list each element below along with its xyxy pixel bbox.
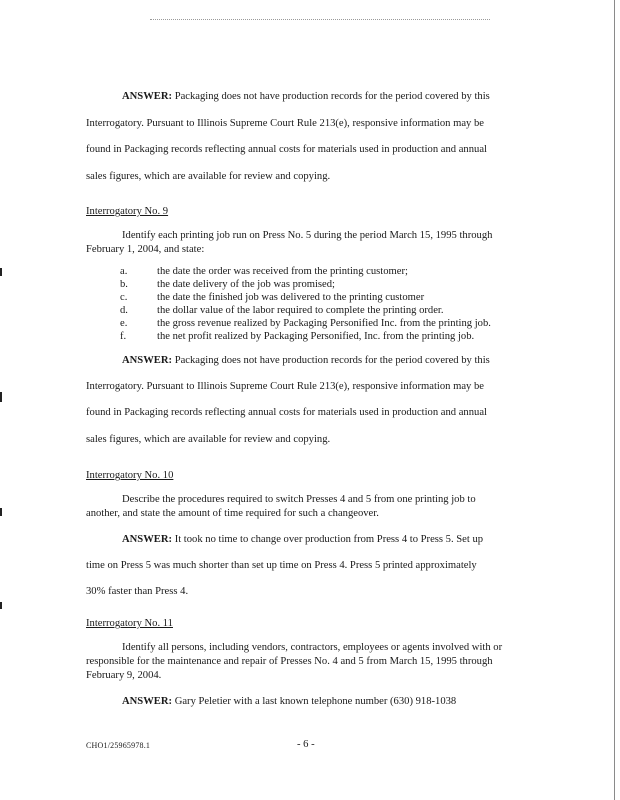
question-line: February 1, 2004, and state: <box>86 244 205 255</box>
list-item-letter: a. <box>120 266 128 277</box>
list-item-text: the date delivery of the job was promised; <box>157 279 335 290</box>
answer-label: ANSWER: <box>122 696 173 707</box>
question-line: February 9, 2004. <box>86 670 162 681</box>
answer-label: ANSWER: <box>122 355 173 366</box>
list-item-letter: f. <box>120 331 127 342</box>
interrogatory-11-heading: Interrogatory No. 11 <box>86 618 173 629</box>
question-line: responsible for the maintenance and repair of Presses No. 4 and 5 from March 15, 1995 through <box>86 656 493 667</box>
scan-mark <box>0 508 2 516</box>
answer-label: ANSWER: <box>122 91 173 102</box>
list-item-letter: b. <box>120 279 128 290</box>
footer-document-id: CHO1/25965978.1 <box>86 741 151 750</box>
list-item-letter: e. <box>120 318 128 329</box>
answer-paragraph-line: 30% faster than Press 4. <box>86 586 189 597</box>
interrogatory-10-heading: Interrogatory No. 10 <box>86 470 174 481</box>
answer-label: ANSWER: <box>122 534 173 545</box>
answer-paragraph-line: ANSWER: Packaging does not have production records for the period covered by this <box>122 91 490 102</box>
answer-paragraph-line: ANSWER: It took no time to change over production from Press 4 to Press 5. Set up <box>122 534 484 545</box>
interrogatory-9-heading: Interrogatory No. 9 <box>86 206 169 217</box>
list-item-text: the net profit realized by Packaging Personified, Inc. from the printing job. <box>157 331 475 342</box>
list-item-text: the gross revenue realized by Packaging Personified Inc. from the printing job. <box>157 318 491 329</box>
scan-artifact-top <box>150 19 490 20</box>
answer-paragraph-line: ANSWER: Packaging does not have production records for the period covered by this <box>122 355 490 366</box>
scan-mark <box>0 392 2 402</box>
question-line: Identify all persons, including vendors, contractors, employees or agents involved with or <box>122 642 503 653</box>
answer-paragraph-line: ANSWER: Gary Peletier with a last known telephone number (630) 918-1038 <box>122 696 457 707</box>
list-item-text: the date the order was received from the printing customer; <box>157 266 408 277</box>
answer-paragraph-line: time on Press 5 was much shorter than set up time on Press 4. Press 5 printed approximately <box>86 560 477 571</box>
answer-paragraph-line: sales figures, which are available for review and copying. <box>86 434 331 445</box>
list-item-letter: d. <box>120 305 128 316</box>
list-item-letter: c. <box>120 292 128 303</box>
answer-paragraph-line: sales figures, which are available for review and copying. <box>86 171 331 182</box>
list-item-text: the date the finished job was delivered to the printing customer <box>157 292 425 303</box>
scan-edge-right <box>614 0 615 800</box>
answer-paragraph-line: Interrogatory. Pursuant to Illinois Supreme Court Rule 213(e), responsive information may be <box>86 381 484 392</box>
scan-mark <box>0 268 2 276</box>
scan-mark <box>0 602 2 609</box>
answer-paragraph-line: found in Packaging records reflecting annual costs for materials used in production and annual <box>86 407 487 418</box>
question-line: Identify each printing job run on Press No. 5 during the period March 15, 1995 through <box>122 230 493 241</box>
question-line: Describe the procedures required to switch Presses 4 and 5 from one printing job to <box>122 494 476 505</box>
list-item-text: the dollar value of the labor required to complete the printing order. <box>157 305 444 316</box>
question-line: another, and state the amount of time required for such a changeover. <box>86 508 379 519</box>
answer-paragraph-line: Interrogatory. Pursuant to Illinois Supreme Court Rule 213(e), responsive information may be <box>86 118 484 129</box>
answer-paragraph-line: found in Packaging records reflecting annual costs for materials used in production and annual <box>86 144 487 155</box>
page-number: - 6 - <box>297 739 315 750</box>
